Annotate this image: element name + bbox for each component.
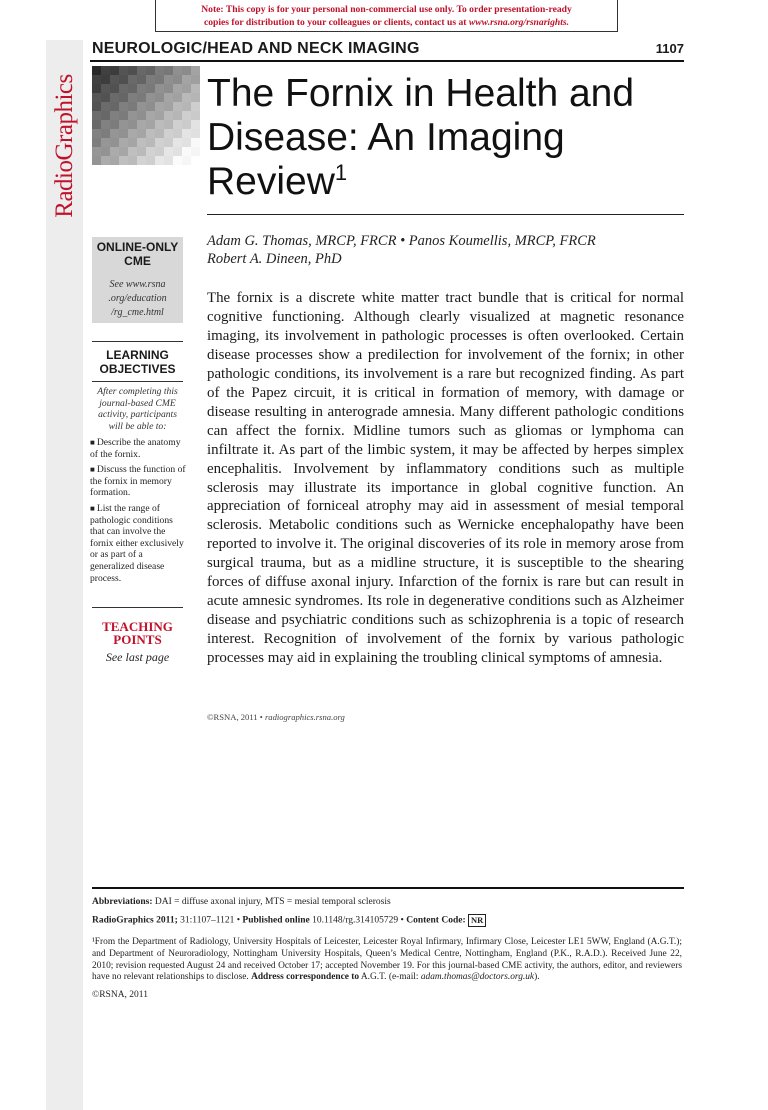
gradient-cell	[92, 129, 101, 138]
gradient-pattern-decoration	[92, 66, 200, 166]
gradient-cell	[128, 84, 137, 93]
gradient-cell	[191, 120, 200, 129]
objectives-title-line-1: LEARNING	[106, 348, 169, 362]
abstract-copyright	[207, 712, 345, 722]
published-online-label: Published online	[242, 915, 310, 926]
gradient-cell	[137, 147, 146, 156]
gradient-cell	[101, 66, 110, 75]
gradient-cell	[128, 102, 137, 111]
gradient-cell	[164, 93, 173, 102]
authors-line-2: Robert A. Dineen, PhD	[207, 251, 342, 267]
gradient-cell	[155, 75, 164, 84]
footer-copyright: ©RSNA, 2011	[92, 990, 148, 1000]
gradient-cell	[182, 138, 191, 147]
gradient-cell	[173, 66, 182, 75]
section-label: NEUROLOGIC/HEAD AND NECK IMAGING	[92, 40, 420, 57]
gradient-cell	[137, 75, 146, 84]
gradient-cell	[101, 147, 110, 156]
gradient-cell	[119, 147, 128, 156]
gradient-cell	[92, 120, 101, 129]
title-line-3-text: Review	[207, 160, 335, 203]
address-text: A.G.T. (e-mail:	[359, 972, 421, 983]
gradient-cell	[191, 147, 200, 156]
gradient-cell	[101, 102, 110, 111]
gradient-cell	[164, 75, 173, 84]
gradient-cell	[146, 66, 155, 75]
gradient-cell	[119, 156, 128, 165]
gradient-cell	[92, 93, 101, 102]
footer-rule	[92, 887, 684, 889]
gradient-cell	[128, 156, 137, 165]
gradient-cell	[173, 93, 182, 102]
gradient-cell	[164, 102, 173, 111]
gradient-cell	[164, 84, 173, 93]
gradient-cell	[101, 84, 110, 93]
citation-journal: RadioGraphics 2011;	[92, 915, 178, 926]
gradient-cell	[110, 138, 119, 147]
gradient-cell	[101, 129, 110, 138]
gradient-cell	[173, 129, 182, 138]
gradient-cell	[128, 75, 137, 84]
gradient-cell	[182, 102, 191, 111]
gradient-cell	[146, 111, 155, 120]
gradient-cell	[155, 102, 164, 111]
teaching-points-title-line-1: TEACHING	[102, 619, 173, 634]
citation-pages: 31:1107–1121 •	[177, 915, 243, 926]
gradient-cell	[164, 129, 173, 138]
gradient-cell	[182, 75, 191, 84]
gradient-cell	[155, 84, 164, 93]
gradient-cell	[173, 147, 182, 156]
affiliation-end: ).	[534, 972, 540, 983]
content-code-label: Content Code:	[406, 915, 466, 926]
objectives-title	[92, 348, 183, 376]
cme-link-line-2: .org/education	[108, 293, 167, 304]
abbreviations	[92, 897, 391, 907]
gradient-cell	[191, 111, 200, 120]
journal-brand	[48, 66, 82, 226]
affiliation-footnote	[92, 937, 682, 984]
gradient-cell	[128, 138, 137, 147]
title-footnote-mark: 1	[334, 160, 348, 185]
gradient-cell	[191, 75, 200, 84]
gradient-cell	[128, 129, 137, 138]
journal-brand-text: RadioGraphics	[51, 74, 78, 218]
gradient-cell	[191, 129, 200, 138]
gradient-cell	[182, 129, 191, 138]
gradient-cell	[173, 102, 182, 111]
gradient-cell	[110, 156, 119, 165]
citation-line	[92, 914, 486, 927]
cme-title	[92, 240, 183, 268]
gradient-cell	[173, 111, 182, 120]
cme-link-line-1: See www.rsna	[109, 279, 166, 290]
gradient-cell	[92, 84, 101, 93]
gradient-cell	[128, 111, 137, 120]
cme-title-line-1: ONLINE-ONLY	[96, 240, 179, 254]
gradient-cell	[173, 75, 182, 84]
affiliation-text: ¹From the Department of Radiology, University Hospitals of Leicester, Leicester Royal Infirmary, Infirmary Close, Leicester LE1 5WW, England (A.G.T.); and Department of Neuroradiology, Nottingham University Hospitals, Queen’s Medical Centre, Nottingham, England (P.K., R.A.D.). Received June 22, 2010; revision requested August 24 and received October 17; accepted November 19. For this journal-based CME activity, the authors, editor, and reviewers have no relevant relationships to disclose.	[92, 937, 682, 983]
gradient-cell	[92, 147, 101, 156]
gradient-cell	[137, 156, 146, 165]
gradient-cell	[155, 93, 164, 102]
gradient-cell	[137, 102, 146, 111]
gradient-cell	[182, 66, 191, 75]
gradient-cell	[137, 129, 146, 138]
gradient-cell	[137, 84, 146, 93]
notice-line-2	[156, 16, 617, 29]
gradient-cell	[101, 156, 110, 165]
gradient-cell	[110, 75, 119, 84]
title-line-2: Disease: An Imaging	[207, 116, 565, 159]
gradient-cell	[137, 138, 146, 147]
gradient-cell	[164, 111, 173, 120]
gradient-cell	[119, 66, 128, 75]
gradient-cell	[182, 93, 191, 102]
objectives-list	[90, 437, 186, 588]
gradient-cell	[191, 102, 200, 111]
objectives-rule-top	[92, 341, 183, 342]
gradient-cell	[191, 93, 200, 102]
gradient-cell	[119, 129, 128, 138]
gradient-cell	[146, 129, 155, 138]
gradient-cell	[182, 147, 191, 156]
gradient-cell	[110, 111, 119, 120]
gradient-cell	[110, 129, 119, 138]
title-line-3	[207, 160, 697, 204]
gradient-cell	[92, 75, 101, 84]
gradient-cell	[173, 120, 182, 129]
cme-title-line-2: CME	[124, 254, 151, 268]
gradient-cell	[164, 120, 173, 129]
gradient-cell	[110, 102, 119, 111]
gradient-cell	[137, 120, 146, 129]
abbreviations-text: DAI = diffuse axonal injury, MTS = mesial temporal sclerosis	[152, 897, 391, 907]
gradient-cell	[182, 156, 191, 165]
gradient-cell	[164, 147, 173, 156]
title-rule	[207, 214, 684, 215]
gradient-cell	[119, 138, 128, 147]
gradient-cell	[155, 111, 164, 120]
abbreviations-label: Abbreviations:	[92, 897, 153, 907]
gradient-cell	[182, 84, 191, 93]
cme-link[interactable]	[92, 278, 183, 320]
gradient-cell	[173, 156, 182, 165]
correspondence-email[interactable]: adam.thomas@doctors.org.uk	[420, 972, 535, 983]
gradient-cell	[110, 147, 119, 156]
gradient-cell	[182, 120, 191, 129]
gradient-cell	[110, 66, 119, 75]
gradient-cell	[191, 66, 200, 75]
gradient-cell	[146, 156, 155, 165]
objectives-rule-bottom	[92, 381, 183, 382]
gradient-cell	[137, 111, 146, 120]
gradient-cell	[101, 138, 110, 147]
teaching-points-rule	[92, 607, 183, 608]
gradient-cell	[119, 111, 128, 120]
authors-line-1: Adam G. Thomas, MRCP, FRCR • Panos Koumellis, MRCP, FRCR	[207, 233, 596, 249]
presentation-copy-notice	[155, 0, 618, 32]
gradient-cell	[119, 75, 128, 84]
gradient-cell	[146, 102, 155, 111]
gradient-cell	[101, 111, 110, 120]
gradient-cell	[128, 120, 137, 129]
teaching-points-title-line-2: POINTS	[113, 632, 162, 647]
gradient-cell	[92, 138, 101, 147]
gradient-cell	[110, 93, 119, 102]
citation-doi[interactable]: 10.1148/rg.314105729 •	[309, 915, 407, 926]
gradient-cell	[119, 93, 128, 102]
gradient-cell	[101, 93, 110, 102]
address-label: Address correspondence to	[251, 972, 360, 983]
gradient-cell	[155, 120, 164, 129]
gradient-cell	[137, 66, 146, 75]
gradient-cell	[92, 66, 101, 75]
objectives-intro: After completing this journal-based CME activity, participants will be able to:	[97, 386, 178, 432]
gradient-cell	[146, 138, 155, 147]
gradient-cell	[128, 66, 137, 75]
cme-link-line-3: /rg_cme.html	[111, 307, 164, 318]
title-line-1: The Fornix in Health and	[207, 72, 635, 115]
gradient-cell	[155, 129, 164, 138]
gradient-cell	[191, 138, 200, 147]
content-code-badge: NR	[468, 914, 486, 927]
gradient-cell	[146, 93, 155, 102]
gradient-cell	[146, 75, 155, 84]
objective-item: ■ List the range of pathologic conditions that can involve the fornix either exclusively or as part of a generalized disease process.	[90, 503, 186, 584]
notice-line-1: Note: This copy is for your personal non-commercial use only. To order presentation-ready	[201, 4, 572, 15]
article-title	[207, 72, 697, 204]
objective-item: ■ Describe the anatomy of the fornix.	[90, 437, 186, 460]
gradient-cell	[92, 156, 101, 165]
abstract-copyright-text: ©RSNA, 2011 •	[207, 712, 265, 722]
gradient-cell	[92, 111, 101, 120]
gradient-cell	[146, 147, 155, 156]
gradient-cell	[173, 138, 182, 147]
gradient-cell	[164, 138, 173, 147]
gradient-cell	[110, 120, 119, 129]
journal-site-link[interactable]: radiographics.rsna.org	[264, 712, 345, 722]
gradient-cell	[92, 102, 101, 111]
gradient-cell	[155, 156, 164, 165]
gradient-cell	[128, 147, 137, 156]
gradient-cell	[101, 75, 110, 84]
gradient-cell	[101, 120, 110, 129]
notice-line-2-text: copies for distribution to your colleagues or clients, contact us at	[203, 17, 469, 28]
gradient-cell	[128, 93, 137, 102]
header-rule	[90, 60, 684, 62]
gradient-cell	[155, 66, 164, 75]
gradient-cell	[146, 120, 155, 129]
teaching-points-title[interactable]	[92, 620, 183, 646]
notice-rights-link[interactable]: www.rsna.org/rsnarights.	[468, 17, 570, 28]
gradient-cell	[164, 156, 173, 165]
gradient-cell	[146, 84, 155, 93]
gradient-cell	[182, 111, 191, 120]
teaching-points-note: See last page	[105, 650, 170, 664]
abstract-paragraph: The fornix is a discrete white matter tract bundle that is critical for normal cognitive functioning. Although clearly visualized at magnetic resonance imaging, its involvement in pathologic processes is often overlooked. Certain disease processes show a predilection for involvement of the fornix; in other pathologic conditions, its involvement is a rare but recognized finding. As part of the Papez circuit, it is critical in formation of memory, with damage or disease resulting in anterograde amnesia. Many different pathologic conditions can affect the fornix. Midline tumors such as gliomas or lymphoma can infiltrate it. As part of the limbic system, it may be affected by herpes simplex encephalitis. Involvement by inflammatory conditions such as multiple sclerosis may illustrate its importance in global cognitive function. An appreciation of forniceal atrophy may aid in assessment of mesial temporal sclerosis. Metabolic conditions such as Wernicke encephalopathy have been reported to involve it. The original discoveries of its role in memory arose from surgical trauma, but as a midline structure, it is susceptible to the shearing forces of diffuse axonal injury. Infarction of the fornix is rare but can result in acute amnesic syndromes. Its role in degenerative conditions such as Alzheimer disease and psychiatric conditions such as schizophrenia is a topic of research interest. Recognition of involvement of the fornix by various pathologic processes may aid in explaining the troubling clinical symptoms of amnesia.	[207, 290, 684, 667]
gradient-cell	[164, 66, 173, 75]
gradient-cell	[137, 93, 146, 102]
author-list	[207, 232, 687, 268]
objective-item: ■ Discuss the function of the fornix in memory formation.	[90, 464, 186, 499]
gradient-cell	[110, 84, 119, 93]
gradient-cell	[119, 84, 128, 93]
page-number: 1107	[655, 41, 684, 56]
gradient-cell	[155, 147, 164, 156]
gradient-cell	[119, 102, 128, 111]
gradient-cell	[119, 120, 128, 129]
gradient-cell	[155, 138, 164, 147]
objectives-title-line-2: OBJECTIVES	[99, 362, 176, 376]
gradient-cell	[191, 84, 200, 93]
gradient-cell	[173, 84, 182, 93]
